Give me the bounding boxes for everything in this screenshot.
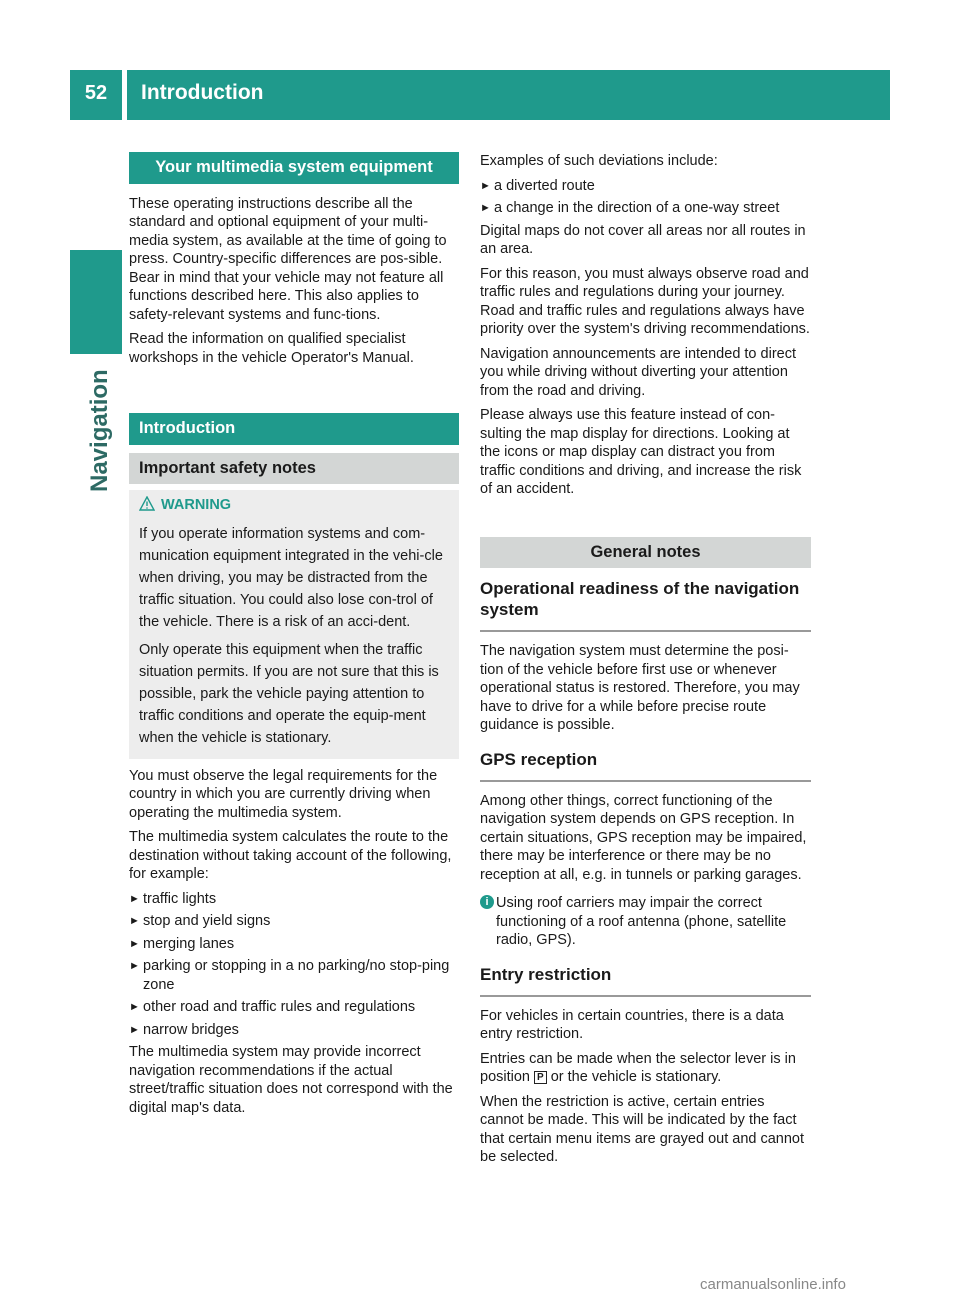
info-icon: i (480, 895, 494, 909)
info-note (480, 894, 811, 950)
list-item (480, 199, 811, 218)
side-tab-below (70, 354, 122, 1310)
watermark: carmanualsonline.info (700, 1276, 846, 1293)
list-item (129, 998, 459, 1017)
reason-paragraph: For this reason, you must always observe road and traffic rules and regulations during your journey. Road and traffic rules and regulations always have priority over the system's driving recommendations. (480, 265, 810, 337)
list-item-text: merging lanes (143, 935, 235, 952)
entry-paragraph-3: When the restriction is active, certain entries cannot be made. This will be indicated by the fact that certain menu items are grayed out and cannot be selected. (480, 1093, 805, 1165)
entry-paragraph-1: For vehicles in certain countries, there is a data entry restriction. (480, 1007, 784, 1042)
gps-paragraph: Among other things, correct functioning of the navigation system depends on GPS reception. In certain situations, GPS reception may be impaired, there may be interference or there may be no reception at all, e.g. in tunnels or parking garages. (480, 792, 807, 883)
list-item (480, 177, 811, 196)
warning-paragraph-2: Only operate this equipment when the traffic situation permits. If you are not sure that this is possible, park the vehicle paying attention to traffic conditions and operate the equip-ment when the vehicle is stationary. (139, 641, 439, 746)
bullet-icon: ► (129, 915, 140, 927)
bullet-icon: ► (129, 1001, 140, 1013)
warning-title: WARNING (161, 497, 232, 513)
bullet-icon: ► (129, 892, 140, 905)
list-item-text: parking or stopping in a no parking/no stop-ping zone (143, 958, 450, 993)
heading-readiness: Operational readiness of the navigation system (480, 578, 811, 632)
heading-entry-restriction: Entry restriction (480, 964, 811, 997)
bullet-icon: ► (480, 202, 491, 214)
readiness-paragraph: The navigation system must determine the posi-tion of the vehicle before first use or whenever operational status is restored. Therefore, you may have to drive for a while before precise route guidance is possible. (480, 643, 800, 733)
warning-title-row (139, 496, 449, 517)
list-item-text: narrow bridges (143, 1021, 239, 1038)
warning-paragraph-1: If you operate information systems and com-munication equipment integrated in the vehi-cle when driving, you may be distracted from the traffic situation. You could also lose con-trol of the vehicle. There is a risk of an acci-dent. (139, 525, 443, 630)
legal-paragraph: You must observe the legal requirements for the country in which you are currently driving when operating the multimedia system. (129, 767, 438, 821)
announcements-paragraph: Navigation announcements are intended to direct you while driving without diverting your attention from the road and driving. (480, 345, 796, 399)
incorrect-recommendations-paragraph: The multimedia system may provide incorrect navigation recommendations if the actual street/traffic situation does not correspond with the digital map's data. (129, 1044, 453, 1116)
deviations-list (480, 177, 811, 218)
list-item-text: a change in the direction of a one-way street (494, 200, 780, 216)
info-note-text: Using roof carriers may impair the correct functioning of a roof antenna (phone, satellite radio, GPS). (496, 895, 787, 948)
right-column (480, 152, 811, 1173)
side-tab-block (70, 250, 122, 354)
section-heading-introduction: Introduction (129, 413, 459, 445)
header-title: Introduction (141, 81, 264, 104)
list-item (129, 935, 459, 954)
not-considered-list (129, 890, 459, 1040)
equipment-paragraph-2: Read the information on qualified specialist workshops in the vehicle Operator's Manual. (129, 331, 414, 366)
heading-gps: GPS reception (480, 749, 811, 782)
bullet-icon: ► (129, 960, 140, 972)
list-item-text: traffic lights (143, 890, 217, 907)
side-tab-label: Navigation (86, 369, 113, 492)
list-item-text: a diverted route (494, 177, 595, 194)
bullet-icon: ► (480, 179, 491, 192)
section-heading-general: General notes (480, 537, 811, 569)
side-tab-gap (70, 124, 122, 250)
equipment-paragraph-1: These operating instructions describe all the standard and optional equipment of your multi-media system, as available at the time of going to press. Country-specific differences are pos-sible. Bear in mind that your vehicle may not feature all functions described here. This also applies to safety-relevant systems and func-tions. (129, 195, 447, 323)
list-item (129, 912, 459, 931)
park-position-icon: P (534, 1071, 547, 1084)
warning-box (129, 490, 459, 759)
entry-paragraph-2-text-b: or the vehicle is stationary. (546, 1069, 722, 1085)
calculation-paragraph: The multimedia system calculates the route to the destination without taking account of the following, for example: (129, 829, 452, 882)
list-item (129, 957, 459, 994)
section-heading-safety: Important safety notes (129, 453, 459, 485)
left-column (129, 152, 459, 1123)
list-item (129, 890, 459, 909)
list-item-text: other road and traffic rules and regulations (143, 999, 416, 1015)
entry-paragraph-2-text-a: Entries can be made when the selector lever is in position (480, 1050, 796, 1085)
section-heading-equipment: Your multimedia system equipment (129, 152, 459, 184)
list-item (129, 1021, 459, 1040)
entry-paragraph-2 (480, 1050, 811, 1087)
page-number: 52 (84, 82, 108, 104)
page-number-box (70, 70, 122, 120)
examples-paragraph: Examples of such deviations include: (480, 153, 718, 169)
feature-paragraph: Please always use this feature instead of con-sulting the map display for directions. Looking at the icons or map display can distract you from traffic conditions and driving, and increase the risk of an accident. (480, 407, 802, 497)
maps-paragraph: Digital maps do not cover all areas nor all routes in an area. (480, 222, 806, 257)
header-title-bar (127, 70, 890, 120)
bullet-icon: ► (129, 1023, 140, 1036)
list-item-text: stop and yield signs (143, 913, 271, 929)
warning-triangle-icon (139, 496, 155, 517)
bullet-icon: ► (129, 937, 140, 950)
